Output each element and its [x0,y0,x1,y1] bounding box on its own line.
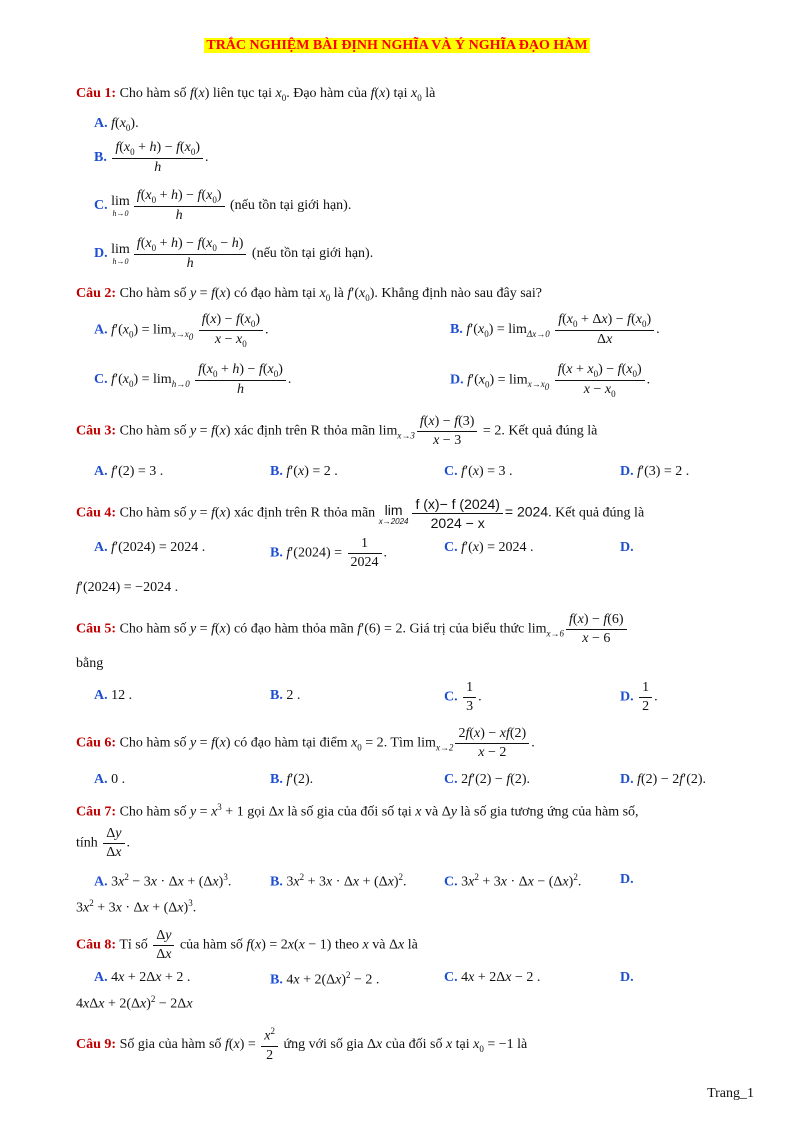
question-9: Câu 9: Số gia của hàm số f(x) = $\frac{x^2}{2}$ ứng với số gia Δx của đối số x tại $x_0 = -1$ là [76,1026,528,1063]
question-6-option-a[interactable]: A. 0 . [94,772,126,787]
question-5-option-d[interactable]: D. $\frac{1}{2}$ . [620,680,658,714]
question-8-option-a[interactable]: A. 4x + 2Δx + 2 . [94,970,191,985]
question-8-option-c[interactable]: C. 4x + 2Δx − 2 . [444,970,541,985]
question-8-option-b[interactable]: B. $4x + 2(\Delta x)^2 - 2$ . [270,970,380,988]
question-3-option-d[interactable]: D. f′(3) = 2 . [620,464,690,479]
question-6-option-b[interactable]: B. f′(2). [270,772,314,787]
question-3-option-c[interactable]: C. f′(x) = 3 . [444,464,513,479]
question-2: Câu 2: Cho hàm số y = f(x) có đạo hàm tại $x_0$ là $f'(x_0)$. Khẳng định nào sau đây sai? [76,286,542,303]
question-5: Câu 5: Cho hàm số y = f(x) có đạo hàm thỏa mãn f′(6) = 2. Giá trị của biểu thức $\lim_{x\to 6}$ $\frac{f(x) - f(6)}{x - 6}$ [76,612,756,647]
question-2-option-b[interactable]: B. $f'(x_0) = \lim_{\Delta x\to 0}$ $\frac{f(x_0 + \Delta x) - f(x_0)}{\Delta x}$ . [450,312,660,347]
question-4-option-c[interactable]: C. f′(x) = 2024 . [444,540,534,555]
question-5-option-b[interactable]: B. 2 . [270,688,301,703]
question-5-option-c[interactable]: C. $\frac{1}{3}$ . [444,680,482,714]
question-7: Câu 7: Cho hàm số $y = x^3 + 1$ gọi Δx là số gia của đối số tại x và Δy là số gia tương ứng của hàm số, [76,802,639,820]
question-5-option-a[interactable]: A. 12 . [94,688,133,703]
question-4: Câu 4: Cho hàm số y = f(x) xác định trên R thỏa mãn lim x→2024 $\frac{f (x)- f (2024)}{2024 - x}$ = 2024. Kết quả đúng là [76,496,645,531]
question-7-option-d-value: $3x^2 + 3x \cdot \Delta x + (\Delta x)^3$. [76,898,197,916]
question-3: Câu 3: Cho hàm số y = f(x) xác định trên R thỏa mãn $\lim_{x\to 3}$ $\frac{f(x) - f(3)}{x - 3}$ = 2. Kết quả đúng là [76,414,598,448]
question-7-option-a[interactable]: A. $3x^2 - 3x \cdot \Delta x + (\Delta x)^3$. [94,872,232,890]
question-8-option-d-value: $4x\Delta x + 2(\Delta x)^2 - 2\Delta x$ [76,994,193,1012]
question-6: Câu 6: Cho hàm số y = f(x) có đạo hàm tại điểm $x_0 = 2$. Tìm $\lim_{x\to 2}$ $\frac{2f(x) - xf(2)}{x - 2}$ . [76,726,535,760]
question-1-option-c[interactable]: C. lim h→0 $\frac{f(x_0 + h) - f(x_0)}{h}$ (nếu tồn tại giới hạn). [94,188,352,223]
question-1-option-b[interactable]: B. $\frac{f(x_0 + h) - f(x_0)}{h}$ . [94,140,209,175]
question-1-option-d[interactable]: D. lim h→0 $\frac{f(x_0 + h) - f(x_0 - h)}{h}$ (nếu tồn tại giới hạn). [94,236,374,271]
question-3-option-b[interactable]: B. f′(x) = 2 . [270,464,338,479]
question-4-option-d-value: f′(2024) = −2024 . [76,580,179,595]
page-footer: Trang_1 [707,1086,754,1101]
question-6-option-d[interactable]: D. f(2) − 2f′(2). [620,772,707,787]
question-7-option-b[interactable]: B. $3x^2 + 3x \cdot \Delta x + (\Delta x)^2$. [270,872,407,890]
question-1-option-a[interactable]: A. $f(x_0)$. [94,116,139,133]
question-7-option-c[interactable]: C. $3x^2 + 3x \cdot \Delta x - (\Delta x)^2$. [444,872,582,890]
question-8: Câu 8: Tỉ số $\frac{\Delta y}{\Delta x}$ của hàm số f(x) = 2x(x − 1) theo x và Δx là [76,928,418,962]
question-2-option-c[interactable]: C. $f'(x_0) = \lim_{h\to 0}$ $\frac{f(x_0 + h) - f(x_0)}{h}$ . [94,362,292,397]
question-7-continuation: tính $\frac{\Delta y}{\Delta x}$ . [76,826,131,860]
question-1: Câu 1: Cho hàm số f(x) liên tục tại $x_0$. Đạo hàm của f(x) tại $x_0$ là [76,86,436,103]
document-title: TRẮC NGHIỆM BÀI ĐỊNH NGHĨA VÀ Ý NGHĨA ĐẠO HÀM [206,38,588,53]
question-6-option-c[interactable]: C. 2f′(2) − f(2). [444,772,531,787]
question-4-option-d[interactable]: D. [620,540,634,555]
question-5-continuation: bằng [76,656,104,671]
question-4-option-a[interactable]: A. f′(2024) = 2024 . [94,540,206,555]
question-8-option-d[interactable]: D. [620,970,634,985]
question-3-option-a[interactable]: A. f′(2) = 3 . [94,464,164,479]
question-7-option-d[interactable]: D. [620,872,634,887]
question-2-option-a[interactable]: A. $f'(x_0) = \lim_{x\to x_0}$ $\frac{f(x) - f(x_0)}{x - x_0}$ . [94,312,269,349]
question-4-option-b[interactable]: B. f′(2024) = $\frac{1}{2024}$ . [270,536,388,570]
question-2-option-d[interactable]: D. $f'(x_0) = \lim_{x\to x_0}$ $\frac{f(x + x_0) - f(x_0)}{x - x_0}$ . [450,362,651,399]
